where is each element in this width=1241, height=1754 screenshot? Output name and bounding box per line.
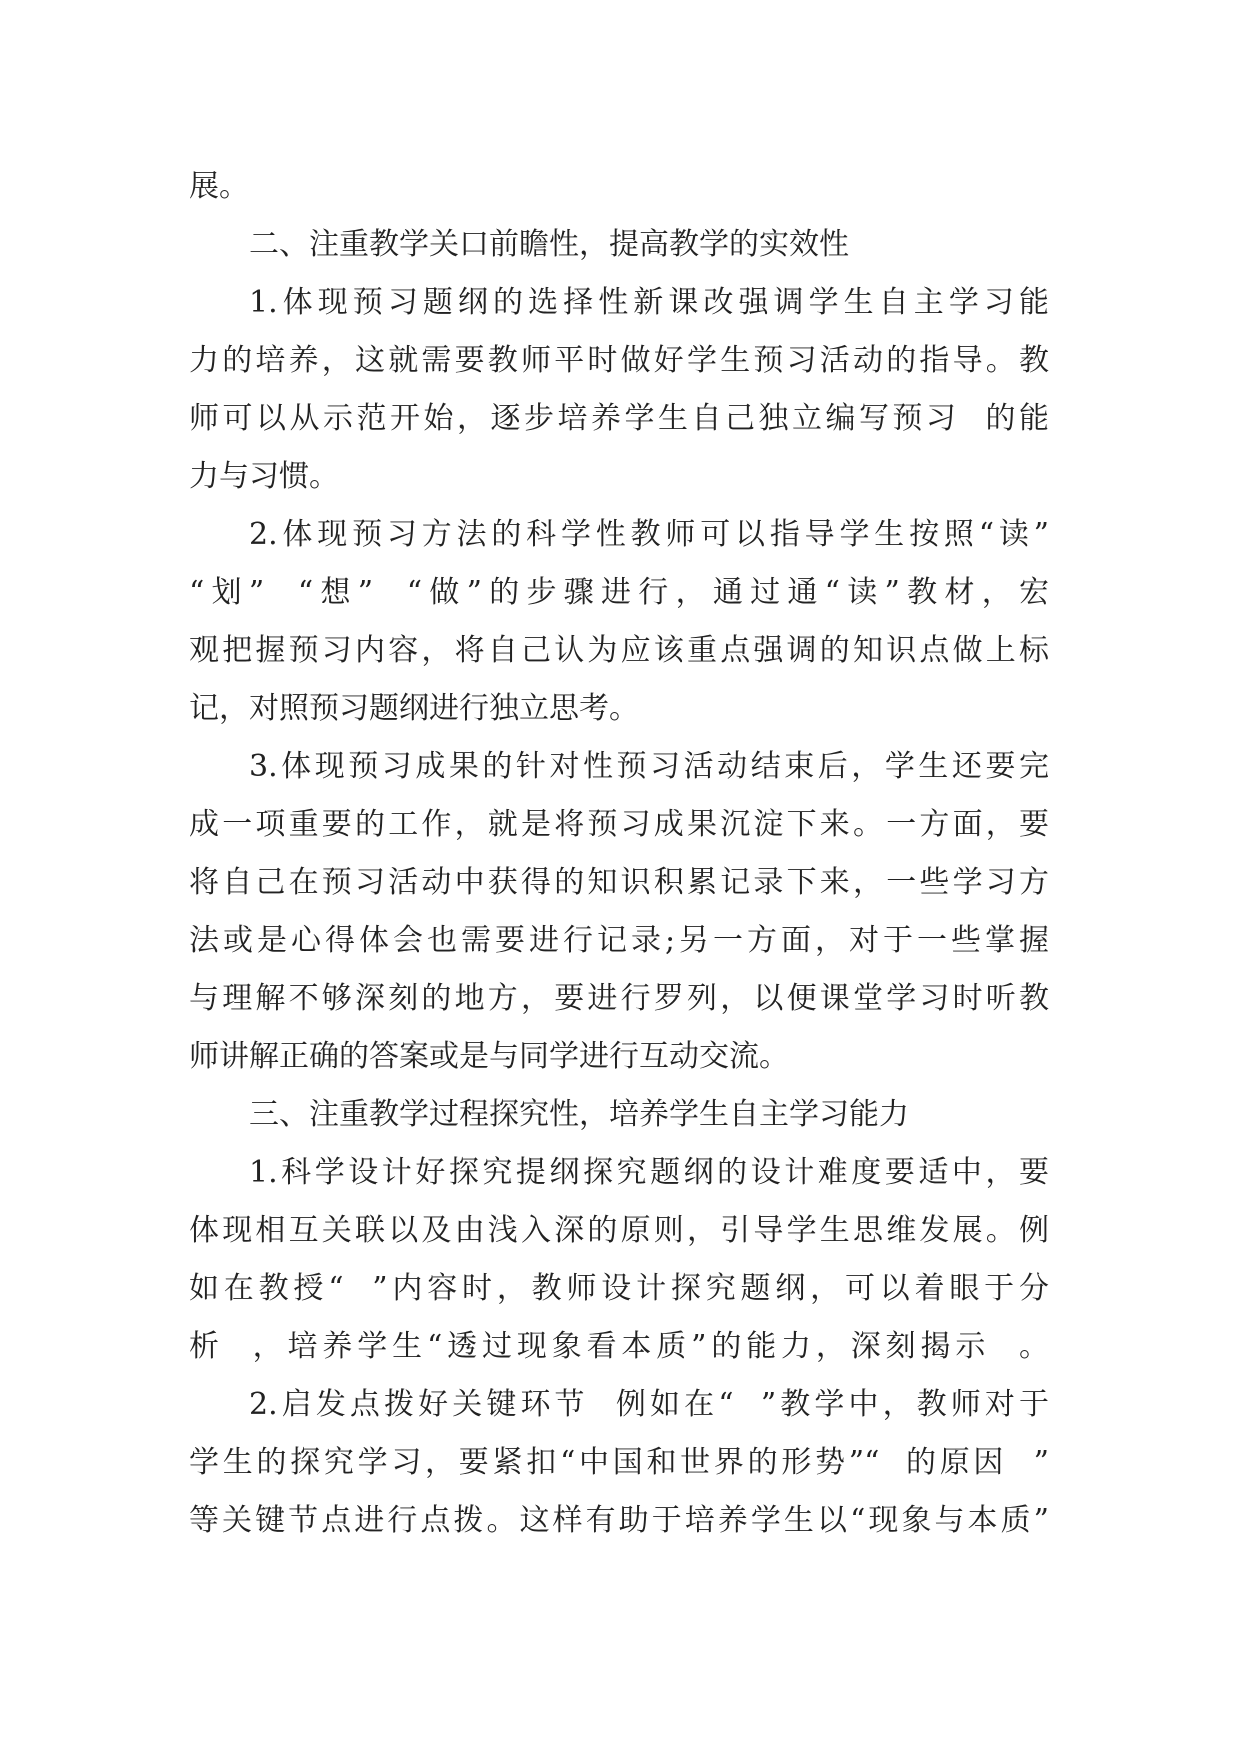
section-heading: 二、注重教学关口前瞻性，提高教学的实效性 <box>249 227 849 262</box>
text-line: 师讲解正确的答案或是与同学进行互动交流。 <box>189 1039 789 1074</box>
text-line: 法或是心得体会也需要进行记录;另一方面，对于一些掌握 <box>189 923 1049 958</box>
text-line: 展。 <box>189 169 249 204</box>
text-line: 师可以从示范开始，逐步培养学生自己独立编写预习 的能 <box>189 401 1049 436</box>
text-line: 学生的探究学习，要紧扣“中国和世界的形势”“ 的原因 ” <box>189 1445 1049 1480</box>
text-line: 成一项重要的工作，就是将预习成果沉淀下来。一方面，要 <box>189 807 1049 842</box>
text-line: 1.体现预习题纲的选择性新课改强调学生自主学习能 <box>249 285 1049 320</box>
text-line: 与理解不够深刻的地方，要进行罗列，以便课堂学习时听教 <box>189 981 1049 1016</box>
text-line: 将自己在预习活动中获得的知识积累记录下来，一些学习方 <box>189 865 1049 900</box>
text-line: 1.科学设计好探究提纲探究题纲的设计难度要适中，要 <box>249 1155 1049 1190</box>
text-line: 力与习惯。 <box>189 459 339 494</box>
text-line: 2.体现预习方法的科学性教师可以指导学生按照“读” <box>249 517 1049 552</box>
text-line: 记，对照预习题纲进行独立思考。 <box>189 691 639 726</box>
text-line: 等关键节点进行点拨。这样有助于培养学生以“现象与本质” <box>189 1503 1049 1538</box>
section-heading: 三、注重教学过程探究性，培养学生自主学习能力 <box>249 1097 909 1132</box>
text-line: 3.体现预习成果的针对性预习活动结束后，学生还要完 <box>249 749 1049 784</box>
text-line: 观把握预习内容，将自己认为应该重点强调的知识点做上标 <box>189 633 1049 668</box>
text-line: “划” “想” “做”的步骤进行，通过通“读”教材，宏 <box>189 575 1049 610</box>
text-line: 2.启发点拨好关键环节 例如在“ ”教学中，教师对于 <box>249 1387 1049 1422</box>
text-line: 如在教授“ ”内容时，教师设计探究题纲，可以着眼于分 <box>189 1271 1049 1306</box>
text-line: 体现相互关联以及由浅入深的原则，引导学生思维发展。例 <box>189 1213 1049 1248</box>
body-text <box>189 158 1049 1550</box>
text-line: 析 ，培养学生“透过现象看本质”的能力，深刻揭示 。 <box>189 1329 1049 1364</box>
text-line: 力的培养，这就需要教师平时做好学生预习活动的指导。教 <box>189 343 1049 378</box>
